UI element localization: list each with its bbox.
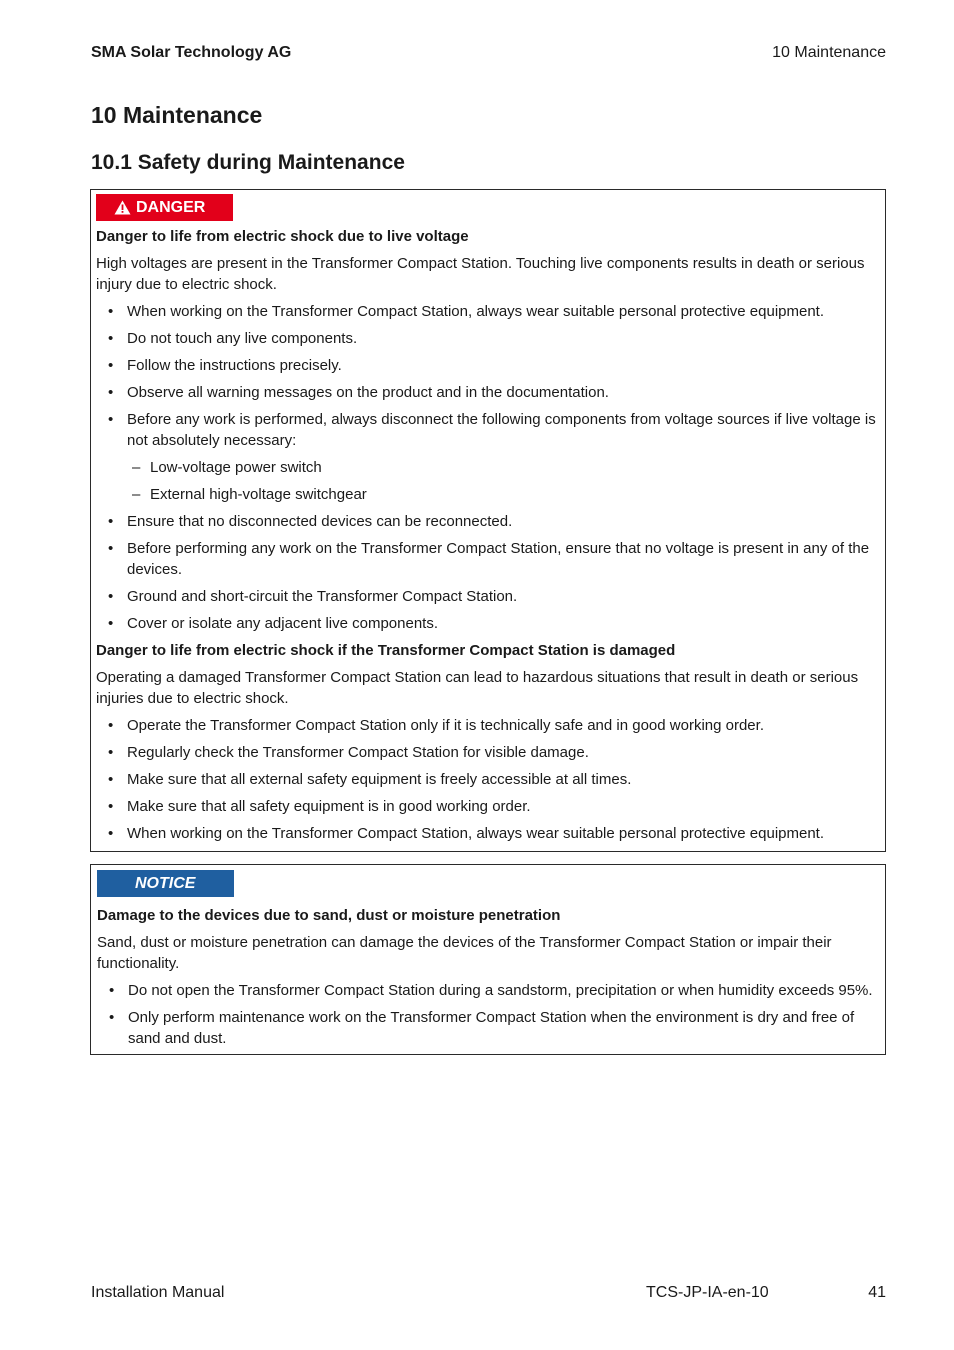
list-item: • Before performing any work on the Transformer Compact Station, ensure that no voltage is present in any of the devices. <box>96 538 879 580</box>
list-item: • Only perform maintenance work on the Transformer Compact Station when the environment is dry and free of sand and dust. <box>97 1007 880 1049</box>
list-item: • Follow the instructions precisely. <box>96 355 879 376</box>
header-company: SMA Solar Technology AG <box>91 44 292 61</box>
list-item: • When working on the Transformer Compact Station, always wear suitable personal protective equipment. <box>96 301 879 322</box>
list-item: • Cover or isolate any adjacent live components. <box>96 613 879 634</box>
section-title: 10.1 Safety during Maintenance <box>91 151 405 174</box>
hazard2-text: Operating a damaged Transformer Compact Station can lead to hazardous situations that result in death or serious injuries due to electric shock. <box>96 669 859 707</box>
footer-page-number: 41 <box>868 1284 886 1301</box>
footer-manual: Installation Manual <box>91 1284 225 1301</box>
list-item: • When working on the Transformer Compact Station, always wear suitable personal protective equipment. <box>96 823 879 844</box>
hazard2-heading: Danger to life from electric shock if the Transformer Compact Station is damaged <box>96 642 676 659</box>
list-item: • Do not open the Transformer Compact Station during a sandstorm, precipitation or when humidity exceeds 95%. <box>97 980 880 1001</box>
list-item-text: Before any work is performed, always disconnect the following components from voltage sources if live voltage is not absolutely necessary: <box>127 411 876 449</box>
notice-label <box>97 870 234 897</box>
header-chapter: 10 Maintenance <box>772 44 886 61</box>
list-item-with-sublist <box>96 409 879 505</box>
hazard1-text: High voltages are present in the Transformer Compact Station. Touching live components results in death or serious injury due to electric shock. <box>96 255 865 293</box>
danger-content <box>96 226 879 850</box>
list-item: • Do not touch any live components. <box>96 328 879 349</box>
page-title: 10 Maintenance <box>91 102 263 128</box>
danger-box <box>90 189 886 852</box>
notice-content <box>97 905 880 1055</box>
notice-text: Sand, dust or moisture penetration can damage the devices of the Transformer Compact Station or impair their functionality. <box>97 934 832 972</box>
notice-list <box>97 980 880 1049</box>
hazard1-heading: Danger to life from electric shock due to live voltage <box>96 228 469 245</box>
footer-doc-code: TCS-JP-IA-en-10 <box>646 1284 769 1301</box>
notice-heading: Damage to the devices due to sand, dust or moisture penetration <box>97 907 561 924</box>
list-item: • Regularly check the Transformer Compact Station for visible damage. <box>96 742 879 763</box>
list-item: • Ground and short-circuit the Transformer Compact Station. <box>96 586 879 607</box>
list-item: • Operate the Transformer Compact Station only if it is technically safe and in good working order. <box>96 715 879 736</box>
sub-list-item: – External high-voltage switchgear <box>127 484 879 505</box>
notice-box <box>90 864 886 1055</box>
sub-list <box>127 457 879 505</box>
hazard1-list <box>96 301 879 634</box>
list-item: • Observe all warning messages on the product and in the documentation. <box>96 382 879 403</box>
danger-label <box>96 194 233 221</box>
warning-triangle-icon <box>114 200 131 215</box>
list-item: • Make sure that all safety equipment is in good working order. <box>96 796 879 817</box>
notice-label-text: NOTICE <box>135 874 196 892</box>
list-item: • Make sure that all external safety equipment is freely accessible at all times. <box>96 769 879 790</box>
list-item: • Ensure that no disconnected devices can be reconnected. <box>96 511 879 532</box>
sub-list-item: – Low-voltage power switch <box>127 457 879 478</box>
danger-label-text: DANGER <box>136 198 206 216</box>
hazard2-list <box>96 715 879 844</box>
